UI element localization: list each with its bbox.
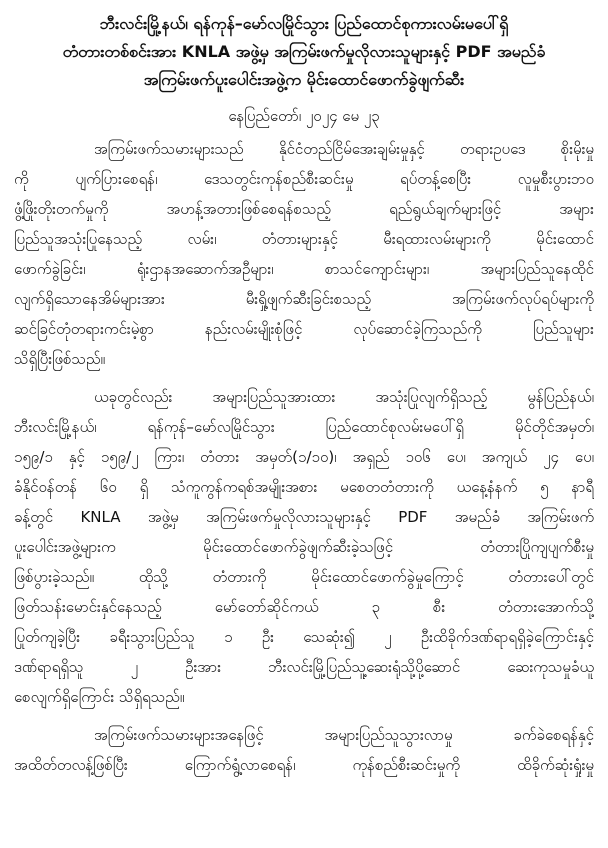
paragraph-line: ခံနိုင်ဝန်တန် ၆၀ ရှိ သံကူကွန်ကရစ်အမျိုးအစား မစေတတံတားကို ယနေ့နံနက် ၅ နာရီ bbox=[14, 478, 594, 496]
paragraph-line: သိရှိပြီးဖြစ်သည်။ bbox=[14, 350, 106, 368]
paragraph-line: ခန့်တွင် KNLA အဖွဲ့မှ အကြမ်းဖက်မှုလိုလားသူများနှင့် PDF အမည်ခံ အကြမ်းဖက် bbox=[14, 508, 594, 526]
headline-line-3: အကြမ်းဖက်ပူးပေါင်းအဖွဲ့က မိုင်းထောင်ဖောက်ခွဲဖျက်ဆီး bbox=[143, 70, 465, 89]
paragraph-3 bbox=[14, 720, 594, 780]
paragraph-line: ပြုတ်ကျခဲ့ပြီး ခရီးသွားပြည်သူ ၁ ဦး သေဆုံး၍ ၂ ဦးထိခိုက်ဒဏ်ရာရရှိခဲ့ကြောင်းနှင့် bbox=[14, 628, 594, 646]
paragraph-line: ၁၅၉/၁ နှင့် ၁၅၉/၂ ကြား၊ တံတား အမှတ်(၁/၁၀)၊ အရှည် ၁၀၆ ပေ၊ အကျယ် ၂၄ ပေ၊ bbox=[14, 448, 594, 466]
paragraph-line: ဖွံ့ဖြိုးတိုးတက်မှုကို အဟန့်အတားဖြစ်စေရန်စသည့် ရည်ရွယ်ချက်များဖြင့် အများ bbox=[14, 200, 594, 218]
paragraph-2 bbox=[14, 382, 594, 712]
paragraph-line: ဖြစ်ပွားခဲ့သည်။ ထိုသို့ တံတားကို မိုင်းထောင်ဖောက်ခွဲမှုကြောင့် တံတားပေါ်တွင် bbox=[14, 568, 594, 586]
paragraph-line: ပူးပေါင်းအဖွဲ့များက မိုင်းထောင်ဖောက်ခွဲဖျက်ဆီးခဲ့သဖြင့် တံတားပြိုကျပျက်စီးမှု bbox=[14, 538, 594, 556]
paragraph-line: ပြည်သူအသုံးပြုနေသည့် လမ်း၊ တံတားများနှင့် မီးရထားလမ်းများကို မိုင်းထောင် bbox=[14, 230, 594, 248]
paragraph-line: ဘီးလင်းမြို့နယ်၊ ရန်ကုန်–မော်လမြိုင်သွား ပြည်ထောင်စုလမ်းမပေါ်ရှိ မိုင်တိုင်အမှတ်၊ bbox=[14, 418, 594, 436]
paragraph-line: ဆင်ခြင်တုံတရားကင်းမဲ့စွာ နည်းလမ်းမျိုးစုံဖြင့် လုပ်ဆောင်ခဲ့ကြသည်ကို ပြည်သူများ bbox=[14, 320, 594, 338]
paragraph-1 bbox=[14, 134, 594, 374]
paragraph-line: ဖြတ်သန်းမောင်းနှင်နေသည့် မော်တော်ဆိုင်ကယ် ၃ စီး တံတားအောက်သို့ bbox=[14, 598, 594, 616]
paragraph-line: လျက်ရှိသောနေအိမ်များအား မီးရှို့ဖျက်ဆီးခြင်းစသည့် အကြမ်းဖက်လုပ်ရပ်များကို bbox=[14, 290, 594, 308]
paragraph-line: ယခုတွင်လည်း အများပြည်သူအားထား အသုံးပြုလျက်ရှိသည့် မွန်ပြည်နယ်၊ bbox=[94, 388, 594, 406]
paragraph-line: အကြမ်းဖက်သမားများသည် နိုင်ငံတည်ငြိမ်အေးချမ်းမှုနှင့် တရားဥပဒေ စိုးမိုးမှု bbox=[94, 140, 594, 158]
paragraph-line: အကြမ်းဖက်သမားများအနေဖြင့် အများပြည်သူသွားလာမှု ခက်ခဲစေရန်နှင့် bbox=[94, 726, 594, 744]
paragraph-line: အထိတ်တလန့်ဖြစ်ပြီး ကြောက်ရွံ့လာစေရန်၊ ကုန်စည်စီးဆင်းမှုကို ထိခိုက်ဆုံးရှုံးမှု bbox=[14, 756, 594, 774]
paragraph-line: စေလျက်ရှိကြောင်း သိရှိရသည်။ bbox=[14, 688, 185, 706]
dateline: နေပြည်တော်၊ ၂၀၂၄ မေ ၂၃ bbox=[228, 107, 380, 125]
paragraph-line: ကို ပျက်ပြားစေရန်၊ ဒေသတွင်းကုန်စည်စီးဆင်းမှု ရပ်တန့်စေပြီး လူမှုစီးပွားဘဝ bbox=[14, 170, 594, 188]
headline bbox=[14, 10, 594, 94]
headline-line-2: တံတားတစ်စင်းအား KNLA အဖွဲ့မှ အကြမ်းဖက်မှုလိုလားသူများနှင့် PDF အမည်ခံ bbox=[62, 42, 546, 61]
paragraph-line: ဖောက်ခွဲခြင်း၊ ရုံးဌာနအဆောက်အဦများ၊ စာသင်ကျောင်းများ၊ အများပြည်သူနေထိုင် bbox=[14, 260, 594, 278]
headline-line-1: ဘီးလင်းမြို့နယ်၊ ရန်ကုန်–မော်လမြိုင်သွား ပြည်ထောင်စုကားလမ်းမပေါ်ရှိ bbox=[99, 14, 509, 33]
paragraph-line: ဒဏ်ရာရရှိသူ ၂ ဦးအား ဘီးလင်းမြို့ပြည်သူ့ဆေးရုံသို့ပို့ဆောင် ဆေးကုသမှုခံယူ bbox=[14, 658, 594, 676]
